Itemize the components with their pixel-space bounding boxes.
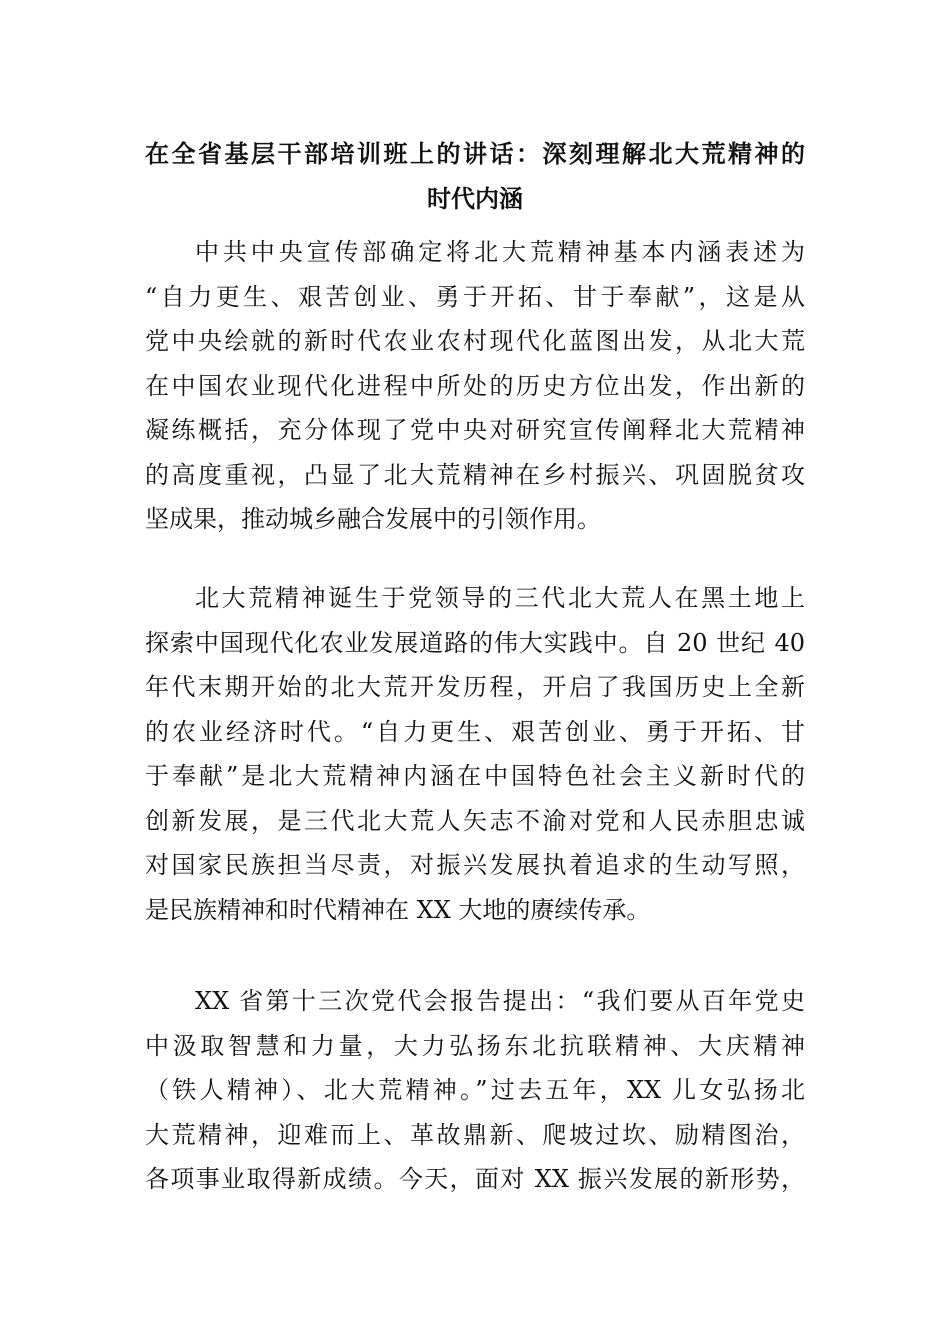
title-line-1: 在全省基层干部培训班上的讲话：深刻理解北大荒精神的 [145,140,805,168]
text-line: 于奉献”是北大荒精神内涵在中国特色社会主义新时代的 [145,762,805,790]
text-line: 各项事业取得新成绩。今天，面对 XX 振兴发展的新形势， [145,1165,805,1193]
text-line: XX 省第十三次党代会报告提出：“我们要从百年党史 [195,987,805,1015]
text-line: 对国家民族担当尽责，对振兴发展执着追求的生动写照， [145,851,805,879]
document-title [145,132,805,222]
paragraph-3 [145,979,805,1202]
text-line: 的高度重视，凸显了北大荒精神在乡村振兴、巩固脱贫攻 [145,460,805,489]
text-line: 年代末期开始的北大荒开发历程，开启了我国历史上全新 [145,673,805,701]
text-line: 在中国农业现代化进程中所处的历史方位出发，作出新的 [145,371,805,400]
text-line: 坚成果，推动城乡融合发展中的引领作用。 [145,505,601,533]
text-line: （铁人精神）、北大荒精神。”过去五年，XX 儿女弘扬北 [145,1076,805,1104]
text-line: 的农业经济时代。“自力更生、艰苦创业、勇于开拓、甘 [145,717,805,746]
text-line: 是民族精神和时代精神在 XX 大地的赓续传承。 [145,895,651,924]
text-line: 中汲取智慧和力量，大力弘扬东北抗联精神、大庆精神 [145,1031,805,1060]
text-line: 创新发展，是三代北大荒人矢志不渝对党和人民赤胆忠诚 [145,806,805,835]
title-line-2: 时代内涵 [427,185,523,213]
paragraph-1 [145,230,805,542]
text-line: 大荒精神，迎难而上、革故鼎新、爬坡过坎、励精图治， [145,1120,805,1149]
text-line: 探索中国现代化农业发展道路的伟大实践中。自 20 世纪 40 [145,628,805,657]
text-line: 中共中央宣传部确定将北大荒精神基本内涵表述为 [195,238,805,266]
text-line: 党中央绘就的新时代农业农村现代化蓝图出发，从北大荒 [145,327,805,355]
text-line: 北大荒精神诞生于党领导的三代北大荒人在黑土地上 [195,584,805,612]
text-line: 凝练概括，充分体现了党中央对研究宣传阐释北大荒精神 [145,416,805,444]
text-line: “自力更生、艰苦创业、勇于开拓、甘于奉献”，这是从 [145,282,805,311]
paragraph-2 [145,576,805,932]
